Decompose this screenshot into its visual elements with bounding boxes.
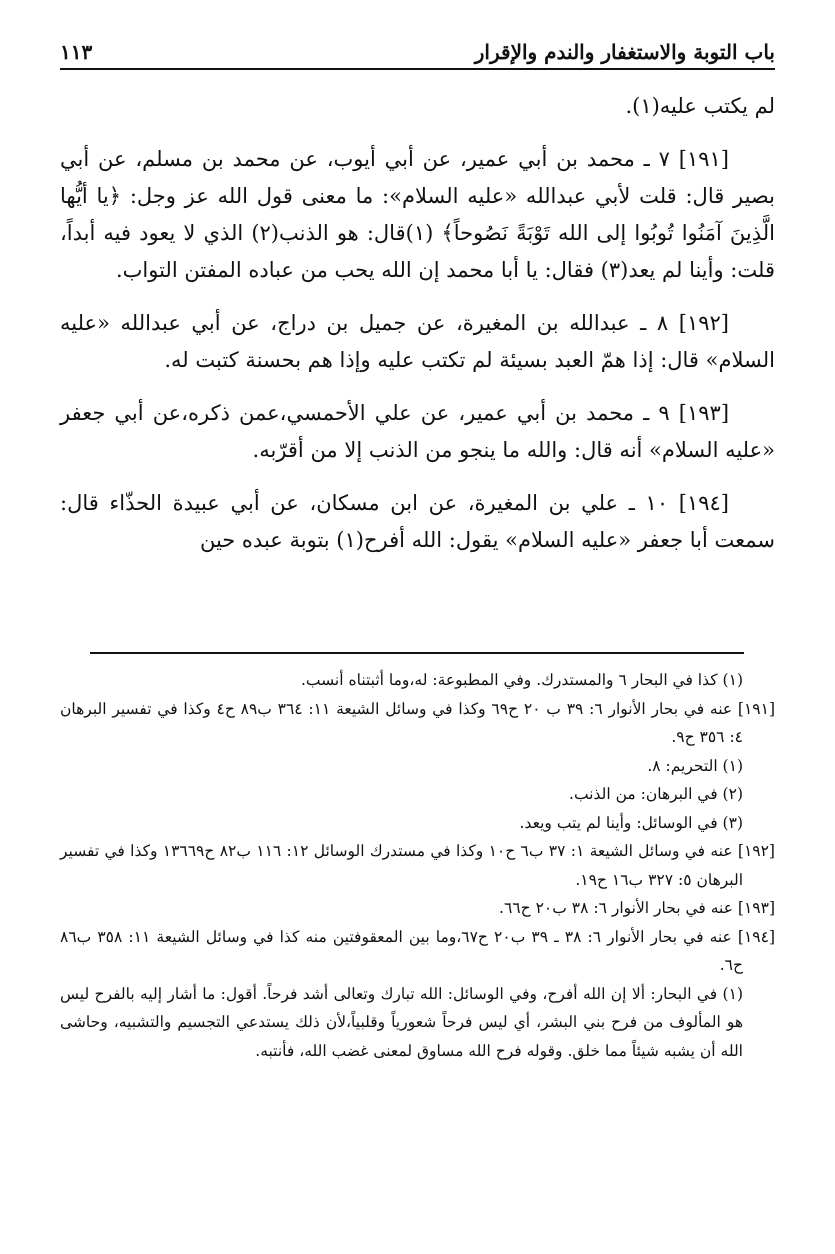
- footnote: [١٩٤] عنه في بحار الأنوار ٦: ٣٨ ـ ٣٩ ب٢٠ ح٦٧،وما بين المعقوفتين منه كذا في وسائل الشيعة ١١: ٣٥٨ ب٨٦ ح٦.: [60, 927, 775, 974]
- footnotes: [60, 666, 775, 1065]
- page-number: ١١٣: [60, 40, 93, 64]
- footnote: [١٩١] عنه في بحار الأنوار ٦: ٣٩ ب ٢٠ ح٦٩ وكذا في وسائل الشيعة ١١: ٣٦٤ ب٨٩ ح٤ وكذا في تفسير البرهان ٤: ٣٥٦ ح٩.: [60, 699, 776, 746]
- footnote: (٢) في البرهان: من الذنب.: [569, 785, 743, 803]
- paragraph: [١٩٣] ٩ ـ محمد بن أبي عمير، عن علي الأحمسي،عمن ذكره،عن أبي جعفر «عليه السلام» أنه قال: والله ما ينجو من الذنب إلا من أقرّبه.: [60, 401, 775, 462]
- paragraph: [١٩٢] ٨ ـ عبدالله بن المغيرة، عن جميل بن دراج، عن أبي عبدالله «عليه السلام» قال: إذا همّ العبد بسيئة لم تكتب عليه وإذا هم بحسنة كتبت له.: [60, 311, 775, 372]
- footnote: [١٩٣] عنه في بحار الأنوار ٦: ٣٨ ب٢٠ ح٦٦.: [499, 899, 775, 917]
- header-rule: [60, 68, 775, 70]
- paragraph: [١٩١] ٧ ـ محمد بن أبي عمير، عن أبي أيوب، عن محمد بن مسلم، عن أبي بصير قال: قلت لأبي عبدالله «عليه السلام»: ما معنى قول الله عز وجل: ﴿يا أيُّها الَّذِينَ آمَنُوا تُوبُوا إلى الله تَوْبَةً نَصُوحاً﴾ (١)قال: هو الذنب(٢) الذي لا يعود فيه أبداً، قلت: وأينا لم يعد(٣) فقال: يا أبا محمد إن الله يحب من عباده المفتن التواب.: [60, 147, 775, 282]
- paragraph: لم يكتب عليه(١).: [625, 94, 775, 118]
- footnote: (٣) في الوسائل: وأينا لم يتب ويعد.: [519, 813, 743, 832]
- chapter-title: باب التوبة والاستغفار والندم والإقرار: [474, 40, 775, 64]
- footnote: (١) كذا في البحار ٦ والمستدرك. وفي المطبوعة: له،وما أثبتناه أنسب.: [300, 671, 743, 689]
- main-text: [60, 88, 775, 575]
- footnote: [١٩٢] عنه في وسائل الشيعة ١: ٣٧ ب٦ ح١٠ وكذا في مستدرك الوسائل ١٢: ١١٦ ب٨٢ ح١٣٦٦٩ وكذا في تفسير البرهان ٥: ٣٢٧ ب١٦ ح١٩.: [60, 842, 775, 889]
- page-header: [60, 30, 775, 64]
- footnote: (١) التحريم: ٨.: [647, 756, 743, 775]
- footnote-rule: [90, 652, 744, 654]
- paragraph: [١٩٤] ١٠ ـ علي بن المغيرة، عن ابن مسكان، عن أبي عبيدة الحذّاء قال: سمعت أبا جعفر «عليه السلام» يقول: الله أفرح(١) بتوبة عبده حين: [60, 491, 775, 552]
- footnote: (١) في البحار: ألا إن الله أفرح، وفي الوسائل: الله تبارك وتعالى أشد فرحاً. أقول: ما أشار إليه بالفرح ليس هو المألوف من فرح بني البشر، أي ليس فرحاً شعورياً وقلبياً،لأن ذلك يستدعي التجسيم والتشبيه، وحاشى الله أن يشبه شيئاً مما خلق. وقوله فرح الله مساوق لمعنى غضب الله، فأنتبه.: [60, 984, 743, 1060]
